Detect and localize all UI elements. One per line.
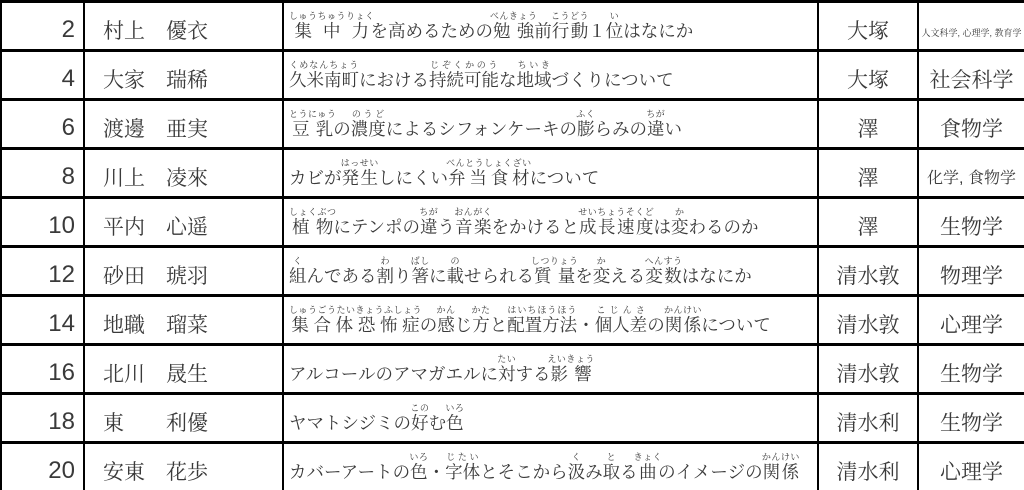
advisor-name: 清水敦 — [818, 296, 918, 345]
field-text: 生物学 — [940, 215, 1003, 239]
table-row — [1, 198, 1024, 247]
field-label — [918, 345, 1024, 394]
entry-number: 12 — [1, 247, 84, 296]
field-label — [918, 296, 1024, 345]
entry-number: 18 — [1, 394, 84, 443]
student-name: 大家 瑞稀 — [84, 51, 283, 100]
table-body — [1, 2, 1024, 490]
student-name: 砂田 琥羽 — [84, 247, 283, 296]
advisor-name: 清水敦 — [818, 345, 918, 394]
field-text: 物理学 — [940, 264, 1003, 288]
advisor-name: 大塚 — [818, 2, 918, 51]
entry-number: 10 — [1, 198, 84, 247]
advisor-name: 清水敦 — [818, 247, 918, 296]
research-topic: カバーアートの色いろ・字体じたいとそこから汲くみ取とる曲きょくのイメージの関係かんけい — [283, 443, 818, 490]
student-name: 渡邊 亜実 — [84, 100, 283, 149]
advisor-name: 清水利 — [818, 394, 918, 443]
table-row — [1, 394, 1024, 443]
table-row — [1, 2, 1024, 51]
field-label — [918, 394, 1024, 443]
student-name: 北川 晟生 — [84, 345, 283, 394]
table-row — [1, 345, 1024, 394]
student-name: 川上 凌來 — [84, 149, 283, 198]
advisor-name: 澤 — [818, 149, 918, 198]
student-name: 村上 優衣 — [84, 2, 283, 51]
field-text: 化学, 食物学 — [927, 169, 1016, 187]
field-text: 生物学 — [940, 411, 1003, 435]
field-label — [918, 198, 1024, 247]
research-topic: 植物しょくぶつにテンポの違ちがう音楽おんがくをかけると成長速度せいちょうそくどは変かわるのか — [283, 198, 818, 247]
field-label — [918, 443, 1024, 490]
research-topic: カビが発生はっせいしにくい弁当食材べんとうしょくざいについて — [283, 149, 818, 198]
entry-number: 14 — [1, 296, 84, 345]
table-row — [1, 247, 1024, 296]
table-row — [1, 51, 1024, 100]
research-topic: 集中力しゅうちゅうりょくを高めるための勉強べんきょう前行動こうどう１位いはなにか — [283, 2, 818, 51]
field-label — [918, 51, 1024, 100]
field-label — [918, 2, 1024, 51]
student-name: 地職 瑠菜 — [84, 296, 283, 345]
research-topic: アルコールのアマガエルに対たいする影響えいきょう — [283, 345, 818, 394]
student-name: 平内 心遥 — [84, 198, 283, 247]
research-topic: 組くんである割わり箸ばしに載のせられる質量しつりょうを変かえる変数へんすうはなにか — [283, 247, 818, 296]
table-row — [1, 149, 1024, 198]
field-text: 生物学 — [940, 362, 1003, 386]
entry-number: 16 — [1, 345, 84, 394]
field-label — [918, 100, 1024, 149]
student-name: 東 利優 — [84, 394, 283, 443]
student-name: 安東 花歩 — [84, 443, 283, 490]
field-label — [918, 149, 1024, 198]
field-text: 心理学 — [940, 460, 1003, 484]
table-row — [1, 100, 1024, 149]
advisor-name: 大塚 — [818, 51, 918, 100]
research-topic: ヤマトシジミの好このむ色いろ — [283, 394, 818, 443]
field-text: 人文科学, 心理学, 教育学 — [921, 27, 1022, 38]
entry-number: 4 — [1, 51, 84, 100]
research-topic: 集合体恐怖症しゅうごうたいきょうふしょうの感かんじ方かたと配置方法はいちほうほう・個人差こじんさの関係かんけいについて — [283, 296, 818, 345]
field-text: 社会科学 — [929, 68, 1014, 92]
advisor-name: 澤 — [818, 100, 918, 149]
table-row — [1, 296, 1024, 345]
field-label — [918, 247, 1024, 296]
research-topic: 久米南町くめなんちょうにおける持続可能じぞくかのうな地域ちいきづくりについて — [283, 51, 818, 100]
entry-number: 2 — [1, 2, 84, 51]
entry-number: 6 — [1, 100, 84, 149]
research-topic: 豆乳とうにゅうの濃度のうどによるシフォンケーキの膨ふくらみの違ちがい — [283, 100, 818, 149]
entry-number: 8 — [1, 149, 84, 198]
field-text: 食物学 — [940, 117, 1003, 141]
advisor-name: 清水利 — [818, 443, 918, 490]
advisor-name: 澤 — [818, 198, 918, 247]
entry-number: 20 — [1, 443, 84, 490]
field-text: 心理学 — [940, 313, 1003, 337]
table-row — [1, 443, 1024, 490]
